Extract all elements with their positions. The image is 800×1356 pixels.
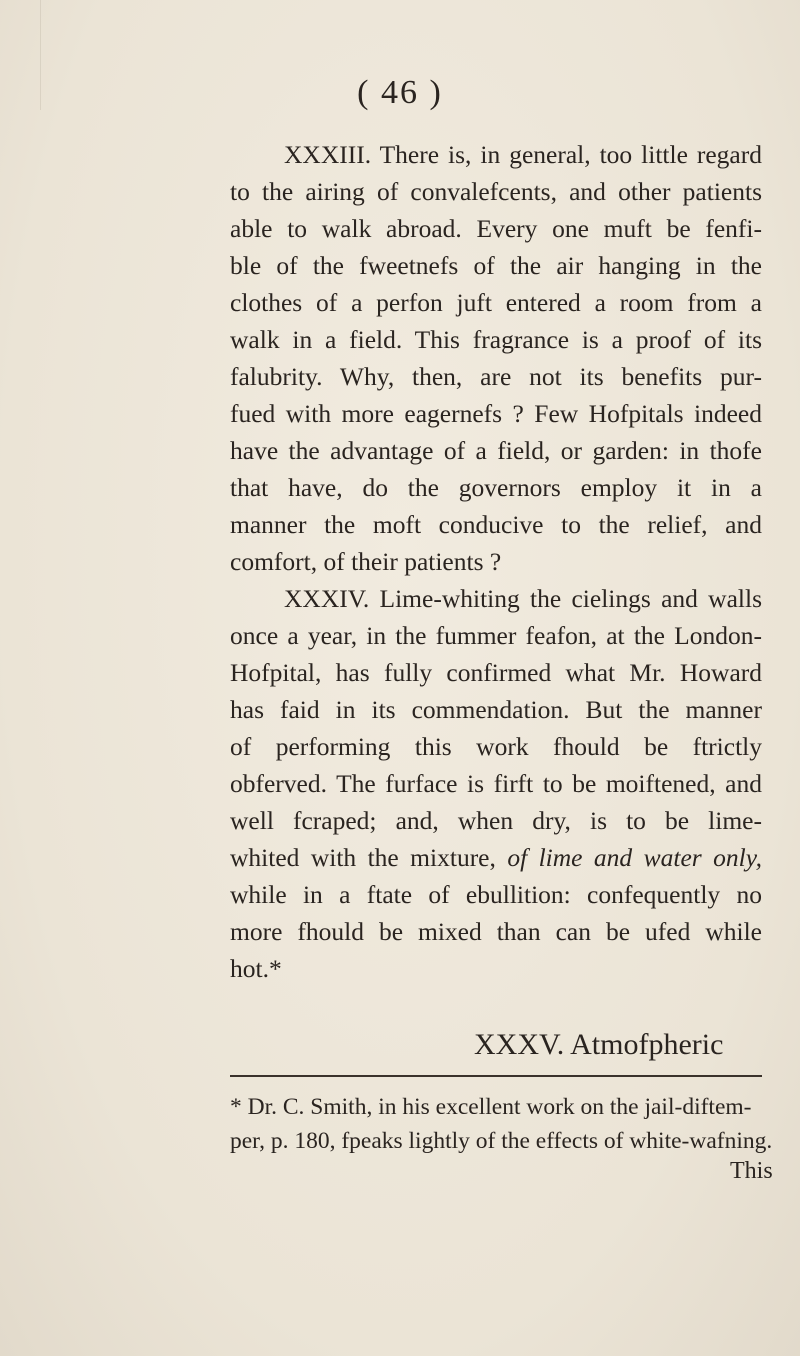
text-line: that have, do the governors employ it in a [230,473,762,502]
text-line: have the advantage of a field, or garden: in thofe [230,436,762,465]
text-line: ble of the fweetnefs of the air hanging in the [230,251,762,280]
footnote-line: per, p. 180, fpeaks lightly of the effects of white-wafning. [230,1128,773,1154]
text-line: walk in a field. This fragrance is a proof of its [230,325,762,354]
text-line: to the airing of convalefcents, and other patients [230,177,762,206]
text-line: comfort, of their patients ? [230,547,502,576]
text-line: Hofpital, has fully confirmed what Mr. Howard [230,658,762,687]
text-line: more fhould be mixed than can be ufed while [230,917,762,946]
page-number: ( 46 ) [357,74,443,111]
section-xxxiv [230,580,762,987]
text-line-mixed [230,839,762,876]
footnote [230,1090,773,1158]
section-xxxiii [230,136,762,580]
catchword: This [730,1158,773,1184]
text-line: once a year, in the fummer feafon, at the London- [230,621,762,650]
text-line: well fcraped; and, when dry, is to be lime- [230,806,762,835]
text-line: fued with more eagernefs ? Few Hofpitals indeed [230,399,762,428]
text-line: hot.* [230,954,282,983]
text-line: falubrity. Why, then, are not its benefits pur- [230,362,762,391]
text-line: has faid in its commendation. But the manner [230,695,762,724]
text-line: manner the moft conducive to the relief, and [230,510,762,539]
text-line: while in a ftate of ebullition: confequently no [230,880,762,909]
italic-segment: of lime and water only, [507,843,762,872]
text-line: XXXIII. There is, in general, too little regard [284,140,762,169]
text-line: able to walk abroad. Every one muft be fenfi- [230,214,762,243]
footnote-line: * Dr. C. Smith, in his excellent work on the jail-diftem- [230,1094,752,1120]
text-line: obferved. The furface is firft to be moiftened, and [230,769,762,798]
text-segment: whited with the mixture, [230,843,496,872]
next-section-heading: XXXV. Atmofpheric [474,1028,724,1061]
text-line: of performing this work fhould be ftrictly [230,732,762,761]
text-line: XXXIV. Lime-whiting the cielings and walls [284,584,762,613]
footnote-rule [230,1075,762,1077]
text-line: clothes of a perfon juft entered a room from a [230,288,762,317]
